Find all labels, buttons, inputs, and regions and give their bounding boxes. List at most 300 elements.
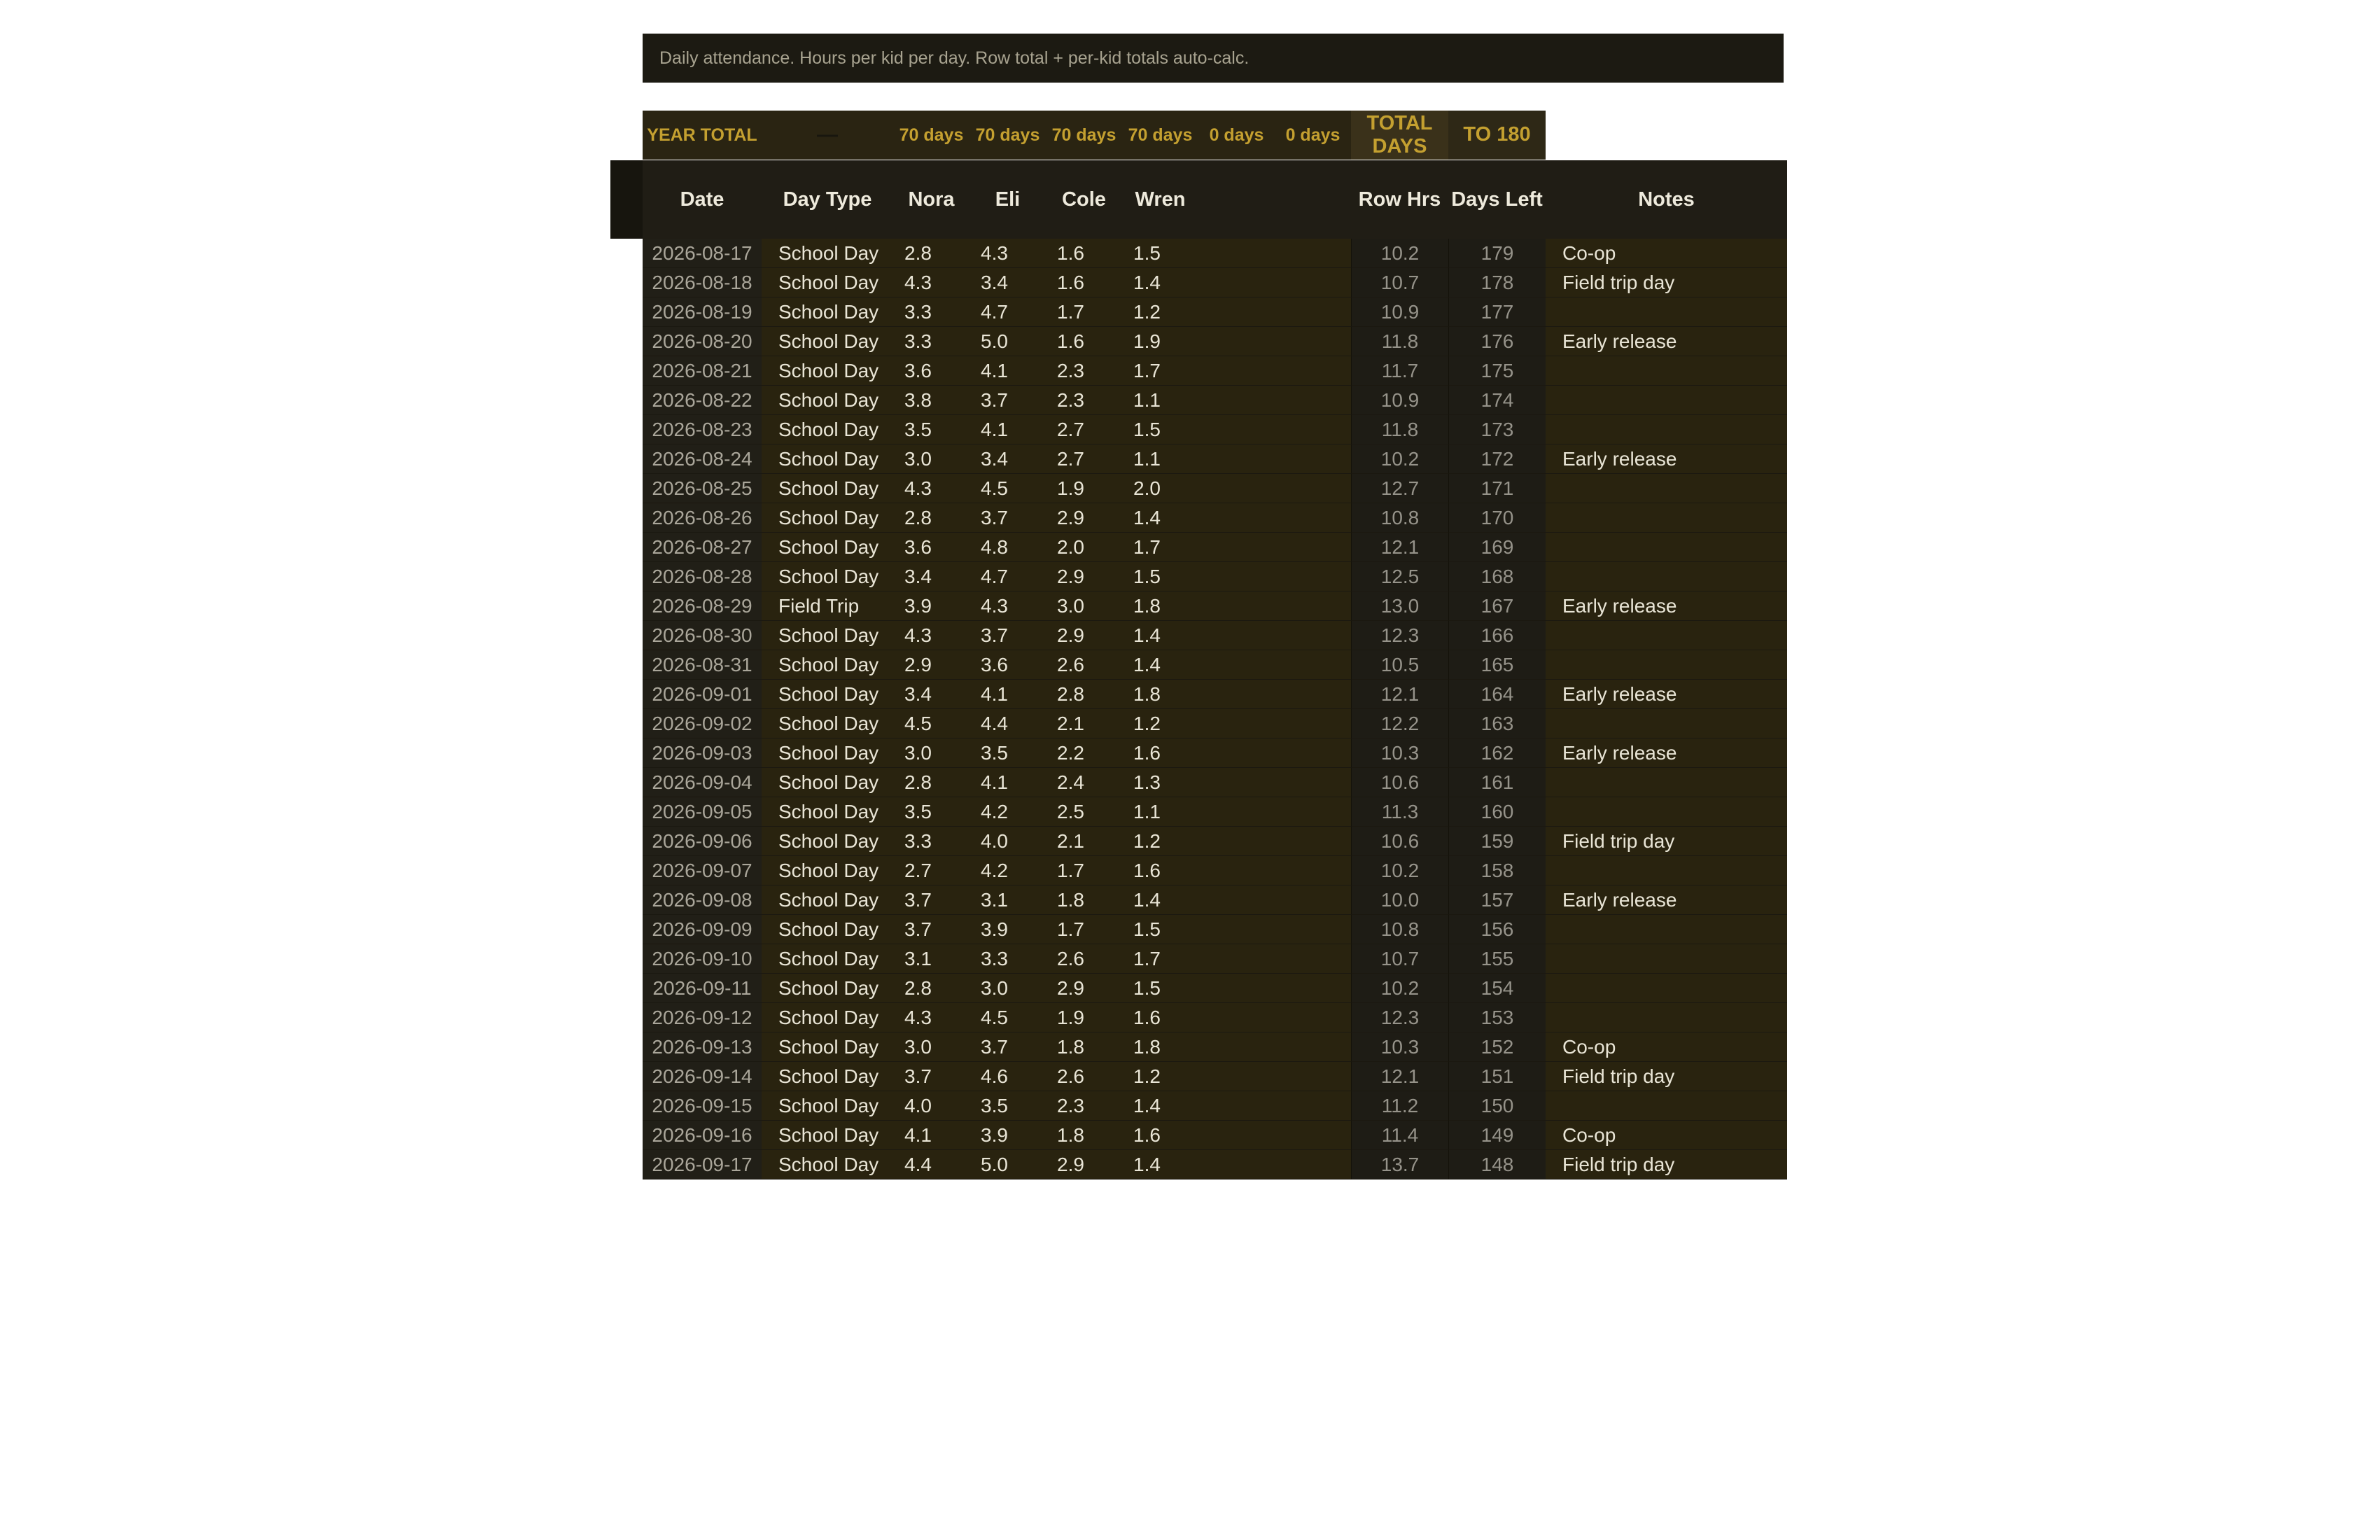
cell-kid-5[interactable] [1198,974,1275,1003]
cell-notes[interactable]: Early release [1546,592,1787,621]
cell-row-hrs[interactable]: 10.7 [1351,268,1448,298]
cell-wren[interactable]: 1.2 [1122,709,1198,738]
cell-wren[interactable]: 1.1 [1122,444,1198,474]
cell-day-type[interactable]: School Day [762,239,893,268]
cell-cole[interactable]: 2.1 [1046,709,1122,738]
cell-kid-5[interactable] [1198,915,1275,944]
cell-kid-5[interactable] [1198,1121,1275,1150]
cell-wren[interactable]: 1.7 [1122,944,1198,974]
cell-kid-5[interactable] [1198,886,1275,915]
cell-wren[interactable]: 1.2 [1122,827,1198,856]
header-row-hrs[interactable]: Row Hrs [1358,188,1441,211]
cell-days-left[interactable]: 169 [1448,533,1546,562]
cell-cole[interactable]: 2.5 [1046,797,1122,827]
cell-kid-6[interactable] [1275,474,1351,503]
cell-kid-5[interactable] [1198,562,1275,592]
cell-kid-5[interactable] [1198,1003,1275,1032]
cell-cole[interactable]: 1.7 [1046,856,1122,886]
cell-kid-5[interactable] [1198,386,1275,415]
cell-days-left[interactable]: 179 [1448,239,1546,268]
cell-day-type[interactable]: School Day [762,386,893,415]
cell-notes[interactable] [1546,709,1787,738]
cell-days-left[interactable]: 168 [1448,562,1546,592]
cell-wren[interactable]: 1.4 [1122,268,1198,298]
cell-row-hrs[interactable]: 12.1 [1351,1062,1448,1091]
cell-nora[interactable]: 3.4 [893,562,969,592]
cell-cole[interactable]: 1.7 [1046,915,1122,944]
cell-eli[interactable]: 4.7 [969,562,1046,592]
cell-day-type[interactable]: School Day [762,356,893,386]
cell-day-type[interactable]: School Day [762,944,893,974]
cell-kid-5[interactable] [1198,356,1275,386]
cell-days-left[interactable]: 173 [1448,415,1546,444]
cell-notes[interactable] [1546,621,1787,650]
cell-eli[interactable]: 3.5 [969,738,1046,768]
cell-wren[interactable]: 1.1 [1122,797,1198,827]
cell-date[interactable]: 2026-09-17 [643,1150,762,1180]
cell-date[interactable]: 2026-09-03 [643,738,762,768]
cell-nora[interactable]: 3.6 [893,356,969,386]
cell-kid-5[interactable] [1198,768,1275,797]
cell-kid-6[interactable] [1275,709,1351,738]
cell-eli[interactable]: 3.4 [969,444,1046,474]
cell-kid-5[interactable] [1198,533,1275,562]
cell-days-left[interactable]: 148 [1448,1150,1546,1180]
header-nora[interactable]: Nora [908,188,955,211]
cell-wren[interactable]: 1.5 [1122,562,1198,592]
cell-eli[interactable]: 3.3 [969,944,1046,974]
cell-day-type[interactable]: School Day [762,474,893,503]
cell-notes[interactable] [1546,915,1787,944]
cell-row-hrs[interactable]: 11.2 [1351,1091,1448,1121]
cell-eli[interactable]: 4.0 [969,827,1046,856]
cell-wren[interactable]: 1.8 [1122,592,1198,621]
cell-kid-6[interactable] [1275,1003,1351,1032]
cell-cole[interactable]: 1.9 [1046,1003,1122,1032]
cell-eli[interactable]: 3.9 [969,915,1046,944]
cell-nora[interactable]: 4.3 [893,474,969,503]
cell-wren[interactable]: 1.4 [1122,1150,1198,1180]
cell-eli[interactable]: 3.0 [969,974,1046,1003]
cell-kid-5[interactable] [1198,239,1275,268]
cell-notes[interactable]: Co-op [1546,1121,1787,1150]
cell-day-type[interactable]: School Day [762,650,893,680]
cell-kid-6[interactable] [1275,533,1351,562]
cell-eli[interactable]: 3.7 [969,621,1046,650]
cell-nora[interactable]: 3.3 [893,298,969,327]
cell-date[interactable]: 2026-08-23 [643,415,762,444]
cell-kid-5[interactable] [1198,592,1275,621]
cell-day-type[interactable]: School Day [762,1150,893,1180]
cell-date[interactable]: 2026-08-29 [643,592,762,621]
cell-day-type[interactable]: School Day [762,1062,893,1091]
cell-row-hrs[interactable]: 12.3 [1351,621,1448,650]
cell-days-left[interactable]: 165 [1448,650,1546,680]
cell-days-left[interactable]: 171 [1448,474,1546,503]
cell-cole[interactable]: 2.1 [1046,827,1122,856]
cell-kid-6[interactable] [1275,680,1351,709]
cell-days-left[interactable]: 153 [1448,1003,1546,1032]
cell-nora[interactable]: 2.7 [893,856,969,886]
cell-date[interactable]: 2026-09-01 [643,680,762,709]
cell-date[interactable]: 2026-08-18 [643,268,762,298]
cell-kid-6[interactable] [1275,444,1351,474]
cell-eli[interactable]: 3.7 [969,503,1046,533]
cell-day-type[interactable]: School Day [762,856,893,886]
cell-days-left[interactable]: 177 [1448,298,1546,327]
cell-kid-6[interactable] [1275,268,1351,298]
cell-day-type[interactable]: School Day [762,974,893,1003]
cell-wren[interactable]: 1.6 [1122,856,1198,886]
cell-wren[interactable]: 1.3 [1122,768,1198,797]
cell-notes[interactable] [1546,768,1787,797]
cell-kid-6[interactable] [1275,386,1351,415]
cell-day-type[interactable]: School Day [762,915,893,944]
cell-notes[interactable]: Field trip day [1546,1150,1787,1180]
cell-row-hrs[interactable]: 10.6 [1351,827,1448,856]
header-days-left[interactable]: Days Left [1451,188,1543,211]
cell-kid-6[interactable] [1275,1150,1351,1180]
cell-date[interactable]: 2026-08-24 [643,444,762,474]
cell-notes[interactable] [1546,797,1787,827]
cell-cole[interactable]: 2.6 [1046,944,1122,974]
cell-notes[interactable] [1546,415,1787,444]
cell-days-left[interactable]: 170 [1448,503,1546,533]
cell-kid-5[interactable] [1198,827,1275,856]
cell-kid-6[interactable] [1275,562,1351,592]
cell-notes[interactable] [1546,356,1787,386]
cell-nora[interactable]: 4.3 [893,1003,969,1032]
cell-row-hrs[interactable]: 10.5 [1351,650,1448,680]
cell-days-left[interactable]: 167 [1448,592,1546,621]
cell-cole[interactable]: 1.6 [1046,327,1122,356]
cell-day-type[interactable]: School Day [762,1121,893,1150]
cell-day-type[interactable]: School Day [762,1003,893,1032]
cell-cole[interactable]: 3.0 [1046,592,1122,621]
cell-date[interactable]: 2026-09-14 [643,1062,762,1091]
cell-date[interactable]: 2026-09-16 [643,1121,762,1150]
cell-row-hrs[interactable]: 10.2 [1351,444,1448,474]
cell-wren[interactable]: 1.8 [1122,680,1198,709]
cell-days-left[interactable]: 162 [1448,738,1546,768]
cell-kid-5[interactable] [1198,1091,1275,1121]
cell-kid-6[interactable] [1275,1062,1351,1091]
cell-day-type[interactable]: School Day [762,268,893,298]
cell-day-type[interactable]: School Day [762,503,893,533]
cell-nora[interactable]: 3.3 [893,827,969,856]
cell-notes[interactable] [1546,562,1787,592]
cell-kid-6[interactable] [1275,738,1351,768]
cell-kid-5[interactable] [1198,738,1275,768]
cell-nora[interactable]: 3.7 [893,915,969,944]
cell-row-hrs[interactable]: 11.7 [1351,356,1448,386]
cell-kid-6[interactable] [1275,327,1351,356]
cell-kid-6[interactable] [1275,944,1351,974]
cell-row-hrs[interactable]: 10.3 [1351,1032,1448,1062]
cell-notes[interactable] [1546,650,1787,680]
header-notes[interactable]: Notes [1638,188,1695,211]
cell-kid-5[interactable] [1198,621,1275,650]
cell-date[interactable]: 2026-08-25 [643,474,762,503]
header-kid-5[interactable] [1198,160,1275,239]
cell-nora[interactable]: 3.5 [893,797,969,827]
cell-notes[interactable]: Co-op [1546,1032,1787,1062]
cell-date[interactable]: 2026-09-02 [643,709,762,738]
cell-days-left[interactable]: 166 [1448,621,1546,650]
cell-days-left[interactable]: 163 [1448,709,1546,738]
cell-days-left[interactable]: 150 [1448,1091,1546,1121]
cell-eli[interactable]: 3.7 [969,386,1046,415]
cell-wren[interactable]: 1.6 [1122,1121,1198,1150]
cell-kid-6[interactable] [1275,592,1351,621]
cell-notes[interactable]: Field trip day [1546,1062,1787,1091]
cell-nora[interactable]: 4.3 [893,621,969,650]
cell-kid-5[interactable] [1198,1150,1275,1180]
cell-cole[interactable]: 1.8 [1046,1121,1122,1150]
cell-kid-5[interactable] [1198,856,1275,886]
cell-wren[interactable]: 1.7 [1122,533,1198,562]
cell-day-type[interactable]: School Day [762,444,893,474]
cell-cole[interactable]: 1.8 [1046,1032,1122,1062]
cell-kid-5[interactable] [1198,415,1275,444]
cell-wren[interactable]: 1.4 [1122,886,1198,915]
cell-nora[interactable]: 4.5 [893,709,969,738]
cell-nora[interactable]: 3.0 [893,738,969,768]
cell-kid-5[interactable] [1198,680,1275,709]
cell-kid-5[interactable] [1198,327,1275,356]
cell-notes[interactable]: Early release [1546,444,1787,474]
cell-cole[interactable]: 1.6 [1046,268,1122,298]
cell-kid-5[interactable] [1198,298,1275,327]
cell-days-left[interactable]: 156 [1448,915,1546,944]
cell-date[interactable]: 2026-08-31 [643,650,762,680]
cell-eli[interactable]: 4.1 [969,415,1046,444]
cell-day-type[interactable]: School Day [762,533,893,562]
cell-notes[interactable] [1546,944,1787,974]
cell-date[interactable]: 2026-09-15 [643,1091,762,1121]
cell-row-hrs[interactable]: 11.3 [1351,797,1448,827]
cell-kid-6[interactable] [1275,1032,1351,1062]
cell-date[interactable]: 2026-09-11 [643,974,762,1003]
cell-wren[interactable]: 1.4 [1122,1091,1198,1121]
cell-nora[interactable]: 2.8 [893,503,969,533]
cell-cole[interactable]: 1.6 [1046,239,1122,268]
cell-wren[interactable]: 1.5 [1122,415,1198,444]
cell-kid-5[interactable] [1198,650,1275,680]
cell-row-hrs[interactable]: 12.3 [1351,1003,1448,1032]
cell-day-type[interactable]: Field Trip [762,592,893,621]
cell-wren[interactable]: 2.0 [1122,474,1198,503]
cell-days-left[interactable]: 157 [1448,886,1546,915]
cell-nora[interactable]: 3.4 [893,680,969,709]
cell-eli[interactable]: 3.4 [969,268,1046,298]
cell-date[interactable]: 2026-09-04 [643,768,762,797]
cell-kid-5[interactable] [1198,944,1275,974]
cell-day-type[interactable]: School Day [762,680,893,709]
cell-eli[interactable]: 3.9 [969,1121,1046,1150]
cell-days-left[interactable]: 174 [1448,386,1546,415]
cell-eli[interactable]: 4.3 [969,592,1046,621]
cell-kid-5[interactable] [1198,1032,1275,1062]
cell-cole[interactable]: 2.4 [1046,768,1122,797]
cell-day-type[interactable]: School Day [762,415,893,444]
cell-days-left[interactable]: 172 [1448,444,1546,474]
cell-kid-6[interactable] [1275,856,1351,886]
cell-kid-6[interactable] [1275,797,1351,827]
cell-kid-5[interactable] [1198,268,1275,298]
header-date[interactable]: Date [680,188,724,211]
cell-cole[interactable]: 2.9 [1046,621,1122,650]
cell-date[interactable]: 2026-08-17 [643,239,762,268]
cell-row-hrs[interactable]: 11.8 [1351,327,1448,356]
cell-days-left[interactable]: 154 [1448,974,1546,1003]
cell-cole[interactable]: 2.9 [1046,562,1122,592]
cell-days-left[interactable]: 161 [1448,768,1546,797]
cell-kid-5[interactable] [1198,444,1275,474]
cell-cole[interactable]: 2.3 [1046,386,1122,415]
cell-wren[interactable]: 1.6 [1122,738,1198,768]
cell-day-type[interactable]: School Day [762,562,893,592]
cell-nora[interactable]: 3.0 [893,444,969,474]
cell-nora[interactable]: 3.5 [893,415,969,444]
cell-cole[interactable]: 1.9 [1046,474,1122,503]
header-cole[interactable]: Cole [1062,188,1106,211]
cell-nora[interactable]: 2.9 [893,650,969,680]
cell-kid-6[interactable] [1275,827,1351,856]
cell-cole[interactable]: 2.7 [1046,444,1122,474]
cell-row-hrs[interactable]: 13.0 [1351,592,1448,621]
cell-kid-6[interactable] [1275,650,1351,680]
cell-notes[interactable]: Early release [1546,886,1787,915]
cell-nora[interactable]: 4.4 [893,1150,969,1180]
cell-kid-6[interactable] [1275,415,1351,444]
cell-date[interactable]: 2026-09-09 [643,915,762,944]
cell-wren[interactable]: 1.5 [1122,974,1198,1003]
cell-eli[interactable]: 4.1 [969,356,1046,386]
cell-nora[interactable]: 4.0 [893,1091,969,1121]
cell-eli[interactable]: 4.8 [969,533,1046,562]
cell-kid-6[interactable] [1275,298,1351,327]
cell-days-left[interactable]: 178 [1448,268,1546,298]
cell-eli[interactable]: 4.6 [969,1062,1046,1091]
header-day-type[interactable]: Day Type [783,188,872,211]
cell-day-type[interactable]: School Day [762,768,893,797]
cell-notes[interactable] [1546,974,1787,1003]
cell-date[interactable]: 2026-08-28 [643,562,762,592]
cell-row-hrs[interactable]: 10.6 [1351,768,1448,797]
cell-row-hrs[interactable]: 10.7 [1351,944,1448,974]
cell-wren[interactable]: 1.5 [1122,915,1198,944]
cell-cole[interactable]: 2.6 [1046,650,1122,680]
cell-day-type[interactable]: School Day [762,621,893,650]
cell-nora[interactable]: 3.7 [893,886,969,915]
cell-date[interactable]: 2026-09-12 [643,1003,762,1032]
cell-day-type[interactable]: School Day [762,738,893,768]
cell-date[interactable]: 2026-08-26 [643,503,762,533]
header-wren[interactable]: Wren [1135,188,1186,211]
cell-wren[interactable]: 1.9 [1122,327,1198,356]
cell-date[interactable]: 2026-08-19 [643,298,762,327]
cell-eli[interactable]: 4.3 [969,239,1046,268]
cell-date[interactable]: 2026-09-06 [643,827,762,856]
cell-notes[interactable] [1546,298,1787,327]
cell-row-hrs[interactable]: 12.5 [1351,562,1448,592]
cell-row-hrs[interactable]: 10.2 [1351,856,1448,886]
cell-wren[interactable]: 1.2 [1122,1062,1198,1091]
cell-nora[interactable]: 3.1 [893,944,969,974]
cell-eli[interactable]: 3.5 [969,1091,1046,1121]
cell-row-hrs[interactable]: 12.2 [1351,709,1448,738]
cell-kid-6[interactable] [1275,915,1351,944]
cell-cole[interactable]: 2.0 [1046,533,1122,562]
cell-row-hrs[interactable]: 10.2 [1351,974,1448,1003]
cell-kid-6[interactable] [1275,886,1351,915]
cell-notes[interactable]: Co-op [1546,239,1787,268]
cell-row-hrs[interactable]: 10.9 [1351,298,1448,327]
cell-eli[interactable]: 3.7 [969,1032,1046,1062]
cell-row-hrs[interactable]: 11.4 [1351,1121,1448,1150]
cell-eli[interactable]: 4.5 [969,1003,1046,1032]
cell-day-type[interactable]: School Day [762,827,893,856]
cell-row-hrs[interactable]: 12.7 [1351,474,1448,503]
cell-row-hrs[interactable]: 10.9 [1351,386,1448,415]
cell-notes[interactable]: Early release [1546,738,1787,768]
cell-notes[interactable] [1546,533,1787,562]
cell-wren[interactable]: 1.7 [1122,356,1198,386]
cell-kid-6[interactable] [1275,239,1351,268]
cell-nora[interactable]: 2.8 [893,768,969,797]
cell-kid-5[interactable] [1198,503,1275,533]
cell-date[interactable]: 2026-09-10 [643,944,762,974]
header-kid-6[interactable] [1275,160,1351,239]
cell-cole[interactable]: 2.9 [1046,503,1122,533]
cell-eli[interactable]: 4.7 [969,298,1046,327]
cell-cole[interactable]: 2.3 [1046,356,1122,386]
cell-cole[interactable]: 2.9 [1046,1150,1122,1180]
cell-nora[interactable]: 4.3 [893,268,969,298]
cell-kid-6[interactable] [1275,1091,1351,1121]
cell-notes[interactable] [1546,386,1787,415]
cell-day-type[interactable]: School Day [762,709,893,738]
cell-date[interactable]: 2026-08-21 [643,356,762,386]
cell-kid-6[interactable] [1275,1121,1351,1150]
cell-nora[interactable]: 3.9 [893,592,969,621]
cell-date[interactable]: 2026-08-22 [643,386,762,415]
cell-eli[interactable]: 4.1 [969,680,1046,709]
cell-days-left[interactable]: 159 [1448,827,1546,856]
cell-kid-6[interactable] [1275,503,1351,533]
cell-kid-6[interactable] [1275,621,1351,650]
cell-days-left[interactable]: 175 [1448,356,1546,386]
cell-notes[interactable] [1546,503,1787,533]
cell-nora[interactable]: 3.3 [893,327,969,356]
cell-eli[interactable]: 3.6 [969,650,1046,680]
cell-day-type[interactable]: School Day [762,886,893,915]
cell-eli[interactable]: 5.0 [969,327,1046,356]
cell-row-hrs[interactable]: 10.2 [1351,239,1448,268]
cell-date[interactable]: 2026-08-30 [643,621,762,650]
cell-days-left[interactable]: 152 [1448,1032,1546,1062]
cell-nora[interactable]: 2.8 [893,974,969,1003]
cell-wren[interactable]: 1.2 [1122,298,1198,327]
cell-row-hrs[interactable]: 12.1 [1351,533,1448,562]
cell-cole[interactable]: 2.2 [1046,738,1122,768]
cell-date[interactable]: 2026-09-08 [643,886,762,915]
cell-days-left[interactable]: 158 [1448,856,1546,886]
cell-nora[interactable]: 3.0 [893,1032,969,1062]
cell-wren[interactable]: 1.5 [1122,239,1198,268]
cell-wren[interactable]: 1.6 [1122,1003,1198,1032]
